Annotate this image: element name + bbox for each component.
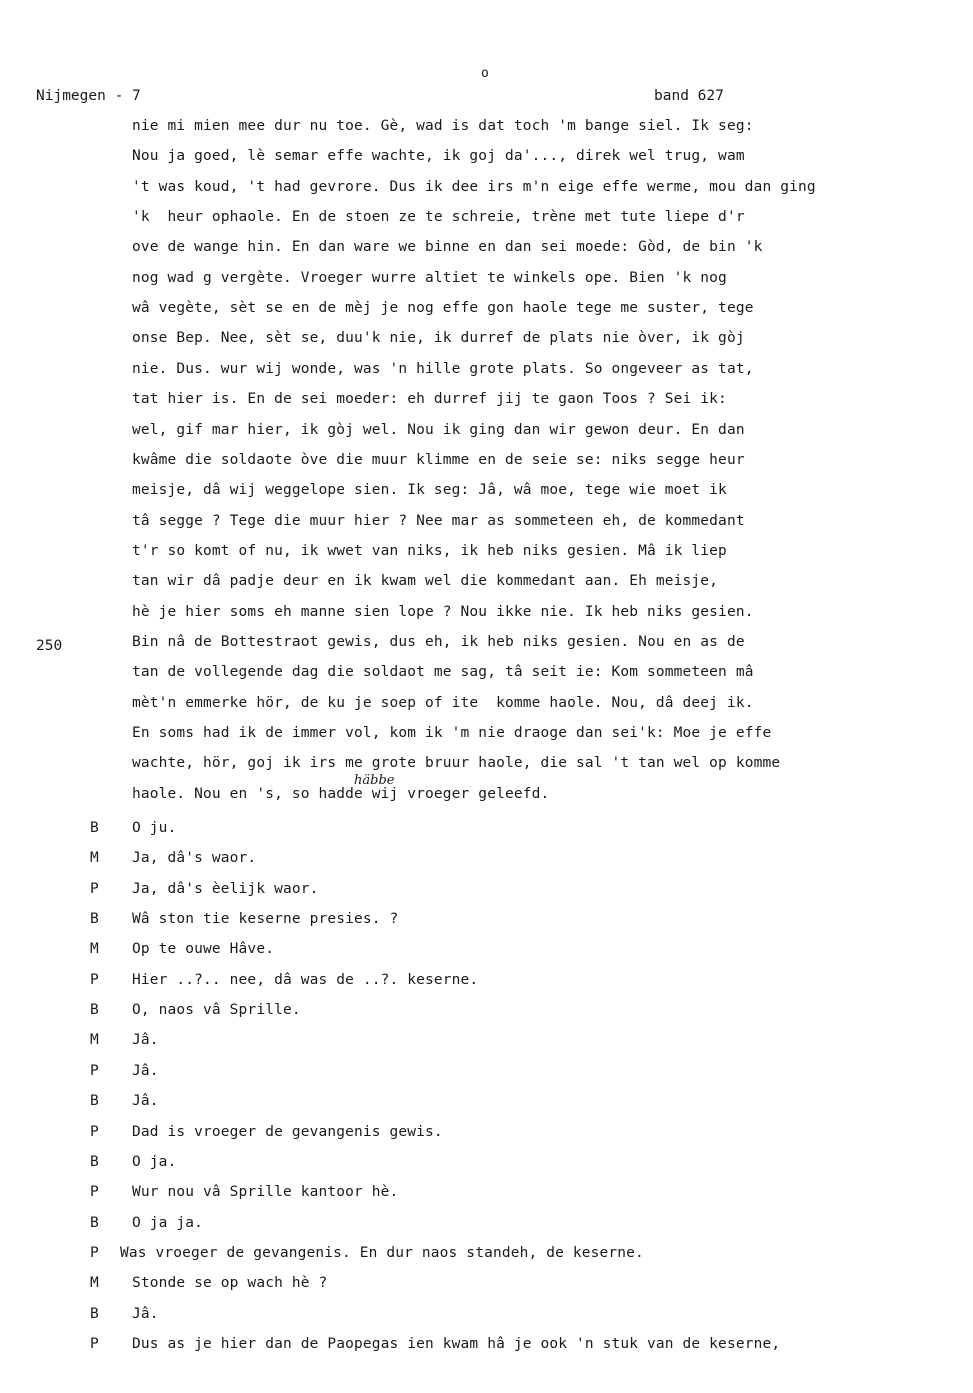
narrative-line: wel, gif mar hier, ik gòj wel. Nou ik ging dan wir gewon deur. En dan [132, 421, 745, 438]
header-band-number: band 627 [654, 88, 724, 104]
dialogue-line: Wâ ston tie keserne presies. ? [132, 911, 399, 928]
dialogue-line: Jâ. [132, 1305, 159, 1322]
dialogue-line: Wur nou vâ Sprille kantoor hè. [132, 1184, 399, 1201]
narrative-line: mèt'n emmerke hör, de ku je soep of ite komme haole. Nou, dâ deej ik. [132, 694, 754, 711]
dialogue-line: Jâ. [132, 1032, 159, 1049]
dialogue-line: Ja, dâ's èelijk waor. [132, 880, 319, 897]
speaker-label: B [90, 1305, 99, 1322]
narrative-line: tan de vollegende dag die soldaot me sag, tâ seit ie: Kom sommeteen mâ [132, 664, 754, 681]
narrative-line: ove de wange hin. En dan ware we binne en dan sei moede: Gòd, de bin 'k [132, 239, 763, 256]
margin-line-number: 250 [36, 638, 63, 654]
narrative-line: meisje, dâ wij weggelope sien. Ik seg: Jâ, wâ moe, tege wie moet ik [132, 482, 727, 499]
header-location: Nijmegen - 7 [36, 88, 141, 104]
speaker-label: P [90, 880, 99, 897]
narrative-line: tâ segge ? Tege die muur hier ? Nee mar as sommeteen eh, de kommedant [132, 512, 745, 529]
speaker-label: P [90, 1062, 99, 1079]
speaker-label: B [90, 820, 99, 836]
narrative-line: wachte, hör, goj ik irs me grote bruur haole, die sal 't tan wel op komme [132, 755, 781, 772]
speaker-label: B [90, 1214, 99, 1231]
narrative-line: t'r so komt of nu, ik wwet van niks, ik heb niks gesien. Mâ ik liep [132, 542, 727, 559]
narrative-line: kwâme die soldaote òve die muur klimme en de seie se: niks segge heur [132, 451, 745, 468]
speaker-label: P [90, 1335, 99, 1352]
narrative-line: hè je hier soms eh manne sien lope ? Nou ikke nie. Ik heb niks gesien. [132, 603, 754, 620]
speaker-label: M [90, 850, 99, 867]
dialogue-line: Jâ. [132, 1093, 159, 1110]
dialogue-line: Was vroeger de gevangenis. En dur naos standeh, de keserne. [120, 1244, 644, 1261]
speaker-label: P [90, 1244, 99, 1261]
narrative-line: nie mi mien mee dur nu toe. Gè, wad is dat toch 'm bange siel. Ik seg: [132, 118, 754, 134]
dialogue-line: O, naos vâ Sprille. [132, 1002, 301, 1019]
speaker-label: B [90, 1093, 99, 1110]
speaker-label: B [90, 911, 99, 928]
dialogue-line: Stonde se op wach hè ? [132, 1275, 328, 1292]
narrative-line: tat hier is. En de sei moeder: eh durref jij te gaon Toos ? Sei ik: [132, 391, 727, 408]
speaker-label: P [90, 1123, 99, 1140]
dialogue-line: Dus as je hier dan de Paopegas ien kwam hâ je ook 'n stuk van de keserne, [132, 1335, 781, 1352]
speaker-label: M [90, 1275, 99, 1292]
dialogue-line: Hier ..?.. nee, dâ was de ..?. keserne. [132, 971, 479, 988]
narrative-line: Nou ja goed, lè semar effe wachte, ik goj da'..., direk wel trug, wam [132, 148, 745, 165]
narrative-line: nog wad g vergète. Vroeger wurre altiet te winkels ope. Bien 'k nog [132, 269, 727, 286]
dialogue-line: Dad is vroeger de gevangenis gewis. [132, 1123, 443, 1140]
dialogue-line: Ja, dâ's waor. [132, 850, 257, 867]
dialogue-line: Op te ouwe Hâve. [132, 941, 275, 958]
speaker-label: P [90, 971, 99, 988]
dialogue-line: O ja. [132, 1153, 177, 1170]
speaker-label: B [90, 1002, 99, 1019]
page-mark: o [481, 66, 489, 81]
speaker-label: M [90, 941, 99, 958]
dialogue-line: Jâ. [132, 1062, 159, 1079]
narrative-line: onse Bep. Nee, sèt se, duu'k nie, ik durref de plats nie òver, ik gòj [132, 330, 745, 347]
narrative-line: tan wir dâ padje deur en ik kwam wel die kommedant aan. Eh meisje, [132, 573, 719, 590]
narrative-line: 't was koud, 't had gevrore. Dus ik dee irs m'n eige effe werme, mou dan ging [132, 178, 816, 195]
narrative-line: haole. Nou en 's, so hadde wij vroeger geleefd. [132, 785, 550, 802]
narrative-line: En soms had ik de immer vol, kom ik 'm nie draoge dan sei'k: Moe je effe [132, 725, 772, 741]
narrative-line: nie. Dus. wur wij wonde, was 'n hille grote plats. So ongeveer as tat, [132, 360, 754, 377]
speaker-label: M [90, 1032, 99, 1049]
dialogue-line: O ja ja. [132, 1214, 204, 1231]
narrative-line: Bin nâ de Bottestraot gewis, dus eh, ik heb niks gesien. Nou en as de [132, 633, 745, 650]
narrative-line: 'k heur ophaole. En de stoen ze te schreie, trène met tute liepe d'r [132, 209, 745, 226]
speaker-label: P [90, 1184, 99, 1201]
dialogue-line: O ju. [132, 820, 177, 836]
speaker-label: B [90, 1153, 99, 1170]
narrative-line: wâ vegète, sèt se en de mèj je nog effe gon haole tege me suster, tege [132, 300, 754, 317]
handwritten-correction: häbbe [354, 773, 395, 788]
